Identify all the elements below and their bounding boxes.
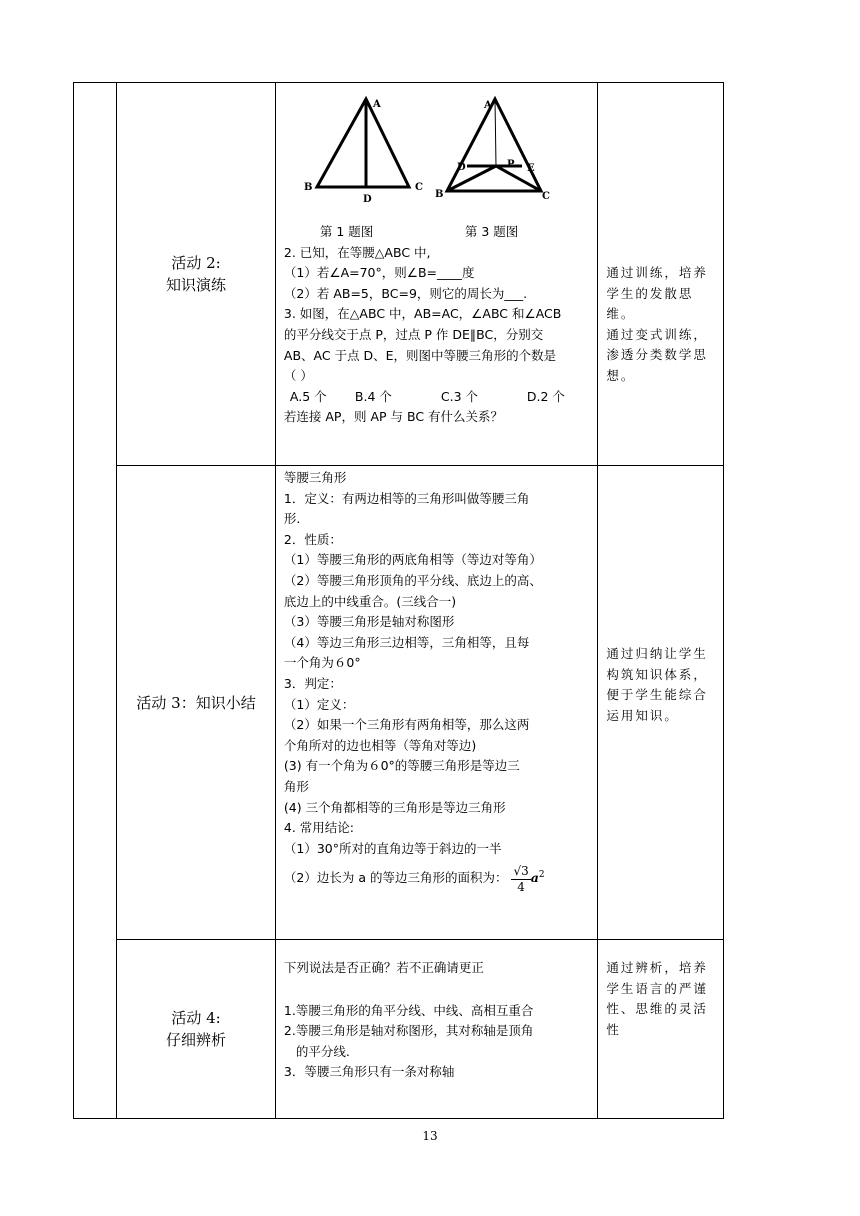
activity4-label — [117, 940, 276, 1119]
activity3-row — [74, 466, 724, 940]
purpose4-line1: 通过辨析，培养 — [606, 960, 708, 975]
fig3-label-p: P — [506, 159, 515, 170]
question3-line2: 的平分线交于点 P，过点 P 作 DE∥BC，分别交 — [283, 326, 544, 342]
activity2-content — [275, 83, 597, 466]
purpose4-line2: 学生语言的严谨 — [606, 980, 708, 996]
fig3-label-d: D — [456, 162, 466, 173]
purpose2-line2: 学生的发散思 — [606, 285, 694, 301]
summary-line: 形. — [283, 511, 301, 527]
fig3-label-e: E — [526, 163, 535, 174]
purpose2-line5: 渗透分类数学思 — [606, 347, 708, 363]
activity4-label-line1: 活动 4: — [171, 1009, 221, 1027]
triangle-figures-svg — [284, 87, 589, 222]
caption-figure3: 第 3 题图 — [464, 224, 519, 239]
summary-title: 等腰三角形 — [283, 470, 347, 485]
summary-line: 4. 常用结论: — [283, 820, 355, 836]
statement-3: 3．等腰三角形只有一条对称轴 — [283, 1064, 455, 1080]
question2-intro: 2. 已知，在等腰△ABC 中, — [283, 244, 431, 260]
area-formula-text: （2）边长为 a 的等边三角形的面积为： — [283, 870, 508, 886]
question3-line1: 3. 如图，在△ABC 中，AB=AC，∠ABC 和∠ACB — [283, 306, 562, 322]
fig1-label-c: C — [414, 182, 423, 193]
purpose3-line4: 运用知识。 — [606, 707, 679, 723]
summary-line: (4) 三个角都相等的三角形是等边三角形 — [283, 799, 506, 815]
option-c: C.3 个 — [440, 388, 479, 404]
figure-captions — [284, 222, 589, 243]
formula-variable: a — [530, 870, 539, 886]
purpose3-line1: 通过归纳让学生 — [606, 646, 708, 661]
fig1-label-d: D — [362, 194, 372, 205]
question3-line3: AB、AC 于点 D、E，则图中等腰三角形的个数是 — [283, 347, 557, 363]
activity2-row — [74, 83, 724, 466]
activity3-content — [275, 466, 597, 940]
activity2-label-line2: 知识演练 — [166, 276, 227, 294]
purpose2-line3: 维。 — [606, 306, 636, 322]
summary-line: （1）定义： — [283, 696, 355, 712]
purpose4-line4: 性 — [606, 1021, 621, 1037]
option-a: A.5 个 — [289, 388, 327, 404]
summary-line: （3）等腰三角形是轴对称图形 — [283, 614, 455, 630]
discrimination-prompt: 下列说法是否正确？若不正确请更正 — [283, 960, 484, 975]
activity4-purpose — [598, 940, 724, 1119]
summary-line: 角形 — [283, 778, 309, 794]
activity3-purpose — [598, 466, 724, 940]
activity2-purpose — [598, 83, 724, 466]
activity4-row — [74, 940, 724, 1119]
summary-line: （4）等边三角形三边相等，三角相等，且每 — [283, 634, 530, 650]
purpose2-line4: 通过变式训练， — [606, 326, 708, 342]
option-d: D.2 个 — [526, 388, 565, 404]
summary-line: 2．性质： — [283, 531, 342, 547]
summary-line: 1．定义：有两边相等的三角形叫做等腰三角 — [283, 490, 530, 506]
summary-line: （2）等腰三角形顶角的平分线、底边上的高、 — [283, 572, 542, 588]
question2-part2: （2）若 AB=5，BC=9，则它的周长为___. — [283, 285, 528, 301]
summary-line: 个角所对的边也相等（等角对等边) — [283, 737, 477, 753]
left-margin-cell — [74, 83, 117, 1119]
caption-figure1: 第 1 题图 — [319, 224, 374, 239]
activity4-label-line2: 仔细辨析 — [166, 1031, 227, 1049]
figure3-triangle — [447, 99, 541, 191]
fig3-label-b: B — [434, 189, 444, 200]
lesson-plan-table — [73, 82, 724, 1119]
fig3-label-c: C — [541, 191, 550, 202]
summary-line: （1）30°所对的直角边等于斜边的一半 — [283, 840, 502, 856]
activity3-label: 活动 3：知识小结 — [117, 466, 276, 940]
summary-line: （2）如果一个三角形有两角相等，那么这两 — [283, 717, 530, 733]
fig3-label-a: A — [483, 100, 492, 111]
area-fraction — [511, 863, 530, 894]
triangle-figures — [284, 87, 589, 222]
summary-line: （1）等腰三角形的两底角相等（等边对等角） — [283, 552, 542, 568]
summary-line: 底边上的中线重合。(三线合一) — [283, 593, 457, 609]
statement-1: 1.等腰三角形的角平分线、中线、高相互重合 — [283, 1002, 534, 1018]
figure1-triangle — [317, 99, 409, 187]
page-number: 13 — [422, 1129, 438, 1143]
activity2-label-line1: 活动 2: — [171, 254, 221, 272]
fig1-label-b: B — [303, 182, 313, 193]
purpose2-line1: 通过训练，培养 — [606, 265, 708, 280]
question3-followup: 若连接 AP，则 AP 与 BC 有什么关系？ — [283, 409, 504, 425]
question2-part1: （1）若∠A=70°，则∠B=____度 — [283, 265, 475, 281]
formula-exponent: 2 — [538, 870, 545, 881]
fraction-numerator: √3 — [513, 864, 529, 879]
fig1-label-a: A — [372, 99, 381, 110]
option-b: B.4 个 — [354, 388, 392, 404]
fraction-denominator: 4 — [517, 880, 525, 895]
statement-2-cont: 的平分线. — [295, 1043, 350, 1059]
area-formula-line — [284, 863, 589, 894]
activity4-content — [275, 940, 597, 1119]
activity2-label — [117, 83, 276, 466]
purpose3-line2: 构筑知识体系， — [606, 666, 708, 682]
fig3-ap-line — [495, 99, 496, 166]
question3-blank: （ ） — [283, 368, 313, 384]
purpose3-line3: 便于学生能综合 — [606, 687, 708, 703]
purpose2-line6: 想。 — [606, 367, 636, 383]
question3-options — [284, 387, 589, 408]
statement-2: 2.等腰三角形是轴对称图形，其对称轴是顶角 — [283, 1023, 534, 1039]
summary-line: 一个角为６0° — [283, 655, 361, 671]
purpose4-line3: 性、思维的灵活 — [606, 1001, 708, 1017]
summary-line: 3．判定： — [283, 675, 342, 691]
summary-line: (3) 有一个角为６0°的等腰三角形是等边三 — [283, 758, 520, 774]
